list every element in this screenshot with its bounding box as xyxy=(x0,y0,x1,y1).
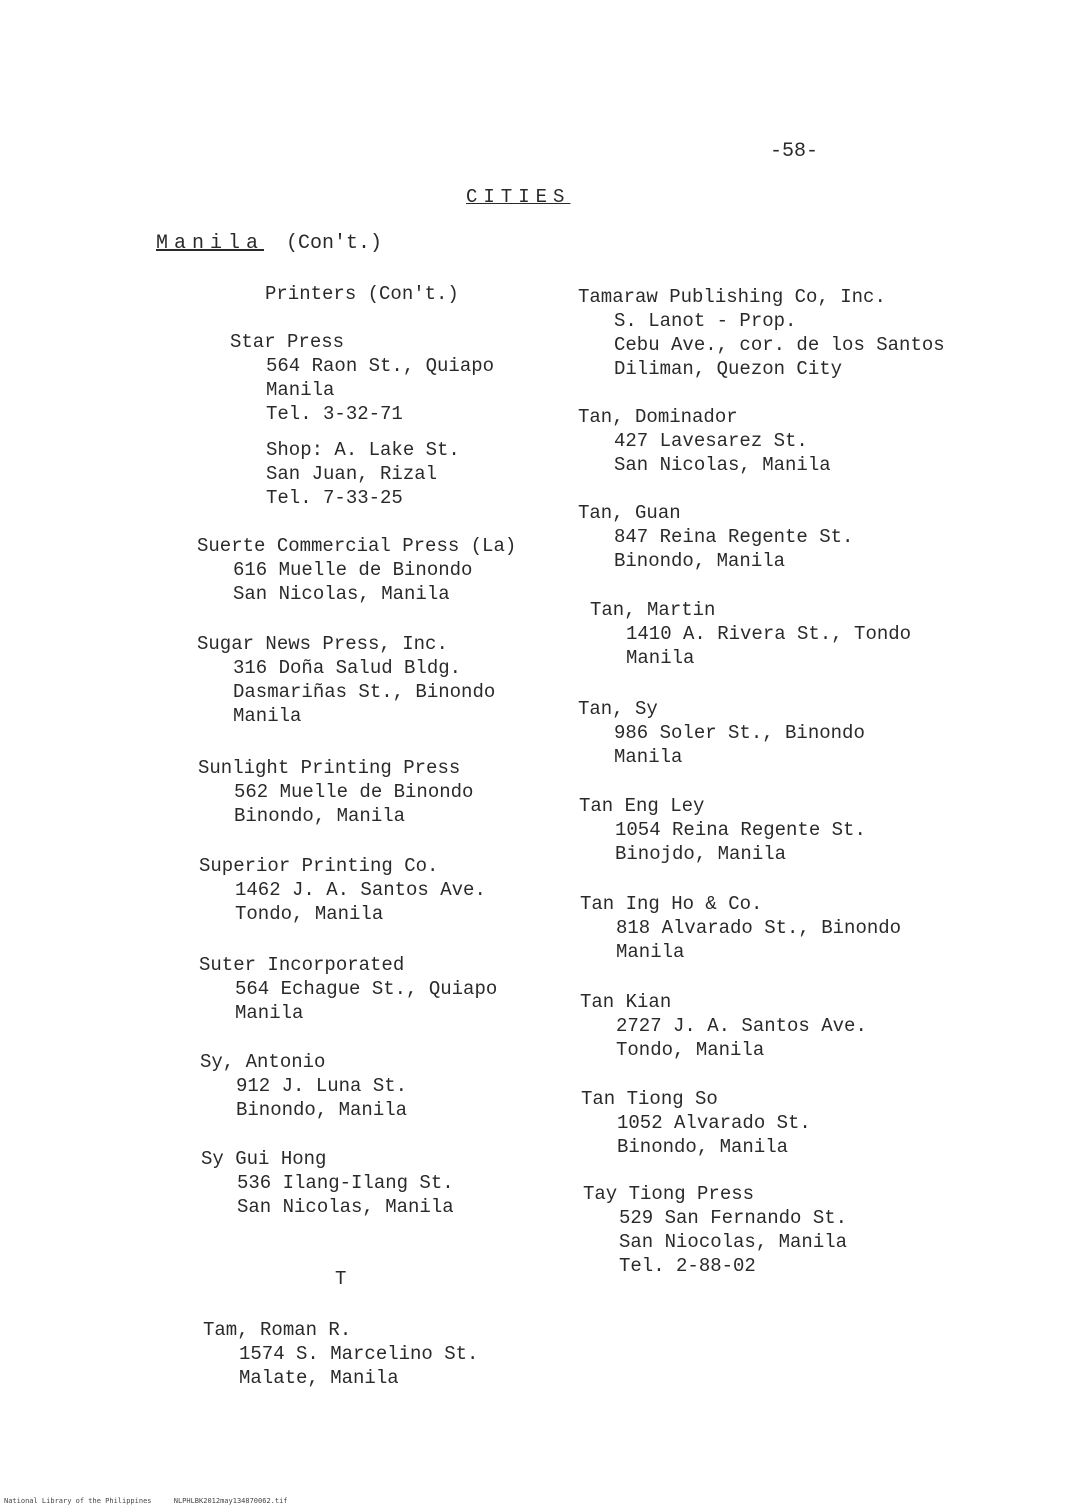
list-item xyxy=(580,892,901,964)
entry-name: Tan Ing Ho & Co. xyxy=(580,893,763,915)
list-item xyxy=(590,598,911,670)
entry-address-line: Binondo, Manila xyxy=(234,805,406,827)
entry-address-line: 536 Ilang-Ilang St. xyxy=(237,1172,454,1194)
entry-address-line: Shop: A. Lake St. xyxy=(266,439,460,461)
entry-address-line: 427 Lavesarez St. xyxy=(614,430,808,452)
entry-name: Tam, Roman R. xyxy=(203,1319,352,1341)
entry-address-line: 986 Soler St., Binondo xyxy=(614,722,865,744)
entry-name: Sy Gui Hong xyxy=(201,1148,327,1170)
entry-address-line: Tel. 2-88-02 xyxy=(619,1255,756,1277)
entry-address-line: 562 Muelle de Binondo xyxy=(234,781,474,803)
entry-name: Tan Tiong So xyxy=(581,1088,718,1110)
list-item xyxy=(200,1050,407,1122)
list-item xyxy=(579,794,866,866)
entry-address-line: 912 J. Luna St. xyxy=(236,1075,408,1097)
city-heading xyxy=(156,232,382,255)
list-item xyxy=(578,405,831,477)
entry-address-line: Manila xyxy=(616,941,685,963)
entry-address-line: Diliman, Quezon City xyxy=(614,358,843,380)
footer-library: National Library of the Philippines xyxy=(4,1497,152,1505)
entry-address-line: Binondo, Manila xyxy=(236,1099,408,1121)
list-item xyxy=(578,285,945,381)
entry-address-line: 818 Alvarado St., Binondo xyxy=(616,917,902,939)
list-item xyxy=(578,697,865,769)
entry-address-line: 1052 Alvarado St. xyxy=(617,1112,811,1134)
list-item xyxy=(197,632,495,728)
list-item xyxy=(201,1147,454,1219)
entry-address-line: Manila xyxy=(235,1002,304,1024)
entry-address-line: Tondo, Manila xyxy=(235,903,384,925)
entry-address-line: 1054 Reina Regente St. xyxy=(615,819,866,841)
entry-address-line: S. Lanot - Prop. xyxy=(614,310,797,332)
entry-name: Tan, Sy xyxy=(578,698,658,720)
list-item xyxy=(230,330,494,510)
city-name: Manila xyxy=(156,232,265,255)
entry-address-line: Tel. 7-33-25 xyxy=(266,487,403,509)
entry-name: Sunlight Printing Press xyxy=(198,757,461,779)
entry-address-line: 564 Echague St., Quiapo xyxy=(235,978,498,1000)
list-item xyxy=(203,1318,478,1390)
entry-address-line: Tel. 3-32-71 xyxy=(266,403,403,425)
entry-name: Star Press xyxy=(230,331,345,353)
entry-address-line: Dasmariñas St., Binondo xyxy=(233,681,496,703)
list-item xyxy=(583,1182,847,1278)
section-title: CITIES xyxy=(466,186,571,208)
entry-address-line: San Juan, Rizal xyxy=(266,463,438,485)
list-item xyxy=(199,854,486,926)
entry-address-line: 529 San Fernando St. xyxy=(619,1207,848,1229)
entry-address-line: 316 Doña Salud Bldg. xyxy=(233,657,462,679)
entry-address-line: 2727 J. A. Santos Ave. xyxy=(616,1015,867,1037)
entry-address-line: San Niocolas, Manila xyxy=(619,1231,848,1253)
entry-address-line: San Nicolas, Manila xyxy=(237,1196,454,1218)
shop-address-block xyxy=(230,438,494,510)
entry-name: Tan, Dominador xyxy=(578,406,738,428)
entry-name: Superior Printing Co. xyxy=(199,855,439,877)
entry-address-line: 1410 A. Rivera St., Tondo xyxy=(626,623,912,645)
list-item xyxy=(198,756,473,828)
list-item xyxy=(581,1087,811,1159)
letter-heading: T xyxy=(335,1268,347,1290)
city-suffix: (Con't.) xyxy=(286,232,383,255)
entry-name: Tan Kian xyxy=(580,991,672,1013)
entry-address-line: San Nicolas, Manila xyxy=(233,583,450,605)
footer-filename: NLPHLBK2012may134870062.tif xyxy=(173,1497,288,1505)
entry-name: Tan Eng Ley xyxy=(579,795,705,817)
entry-address-line: Manila xyxy=(233,705,302,727)
entry-name: Tan, Martin xyxy=(590,599,716,621)
list-item xyxy=(580,990,867,1062)
entry-address-line: 1574 S. Marcelino St. xyxy=(239,1343,479,1365)
entry-address-line: Manila xyxy=(266,379,335,401)
entry-address-line: Cebu Ave., cor. de los Santos xyxy=(614,334,945,356)
entry-name: Tamaraw Publishing Co, Inc. xyxy=(578,286,886,308)
entry-address-line: Binondo, Manila xyxy=(614,550,786,572)
scan-footer xyxy=(4,1497,288,1505)
page-number: -58- xyxy=(770,140,819,163)
entry-address-line: 847 Reina Regente St. xyxy=(614,526,854,548)
entry-name: Sy, Antonio xyxy=(200,1051,326,1073)
entry-address-line: Binondo, Manila xyxy=(617,1136,789,1158)
list-item xyxy=(197,534,516,606)
entry-name: Sugar News Press, Inc. xyxy=(197,633,448,655)
entry-address-line: 1462 J. A. Santos Ave. xyxy=(235,879,486,901)
entry-address-line: Manila xyxy=(614,746,683,768)
list-item xyxy=(199,953,497,1025)
entry-name: Tan, Guan xyxy=(578,502,681,524)
entry-address-line: Binojdo, Manila xyxy=(615,843,787,865)
entry-address-line: Tondo, Manila xyxy=(616,1039,765,1061)
entry-name: Suter Incorporated xyxy=(199,954,405,976)
entry-name: Suerte Commercial Press (La) xyxy=(197,535,517,557)
entry-name: Tay Tiong Press xyxy=(583,1183,755,1205)
entry-address-line: 616 Muelle de Binondo xyxy=(233,559,473,581)
entry-address-line: San Nicolas, Manila xyxy=(614,454,831,476)
entry-address-line: Malate, Manila xyxy=(239,1367,399,1389)
entry-address-line: Manila xyxy=(626,647,695,669)
category-heading: Printers (Con't.) xyxy=(265,283,459,305)
entry-address-line: 564 Raon St., Quiapo xyxy=(266,355,495,377)
list-item xyxy=(578,501,853,573)
